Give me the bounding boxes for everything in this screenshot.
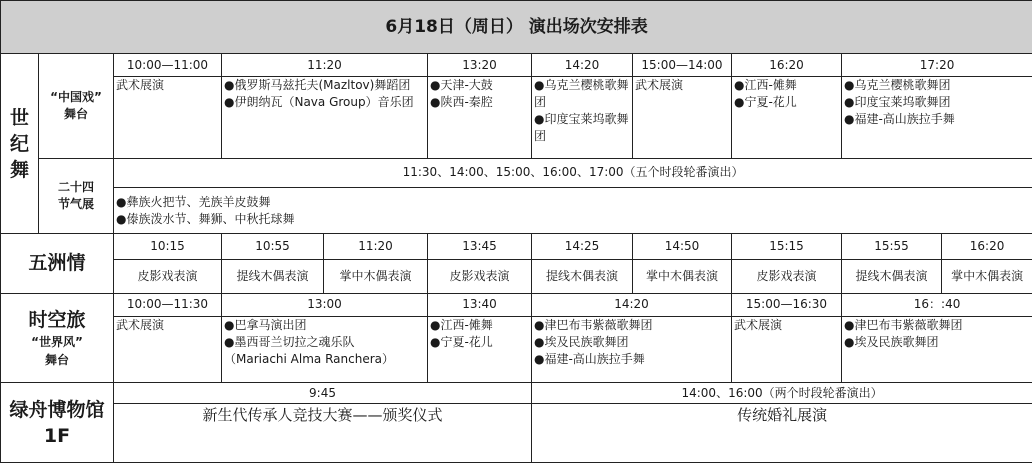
program-cell: 武术展演 xyxy=(732,316,842,383)
time-slot: 14:50 xyxy=(633,234,732,260)
program-cell: 武术展演 xyxy=(633,77,732,159)
time-slot: 15:15 xyxy=(732,234,842,260)
time-slot: 15:00—14:00 xyxy=(633,54,732,77)
program-cell: 掌中木偶表演 xyxy=(633,260,732,293)
program-cell: 皮影戏表演 xyxy=(114,260,222,293)
time-slot: 14:20 xyxy=(532,293,732,316)
program-cell: 皮影戏表演 xyxy=(428,260,532,293)
program-cell: ●江西-傩舞 ●宁夏-花儿 xyxy=(428,316,532,383)
program-cell: ●俄罗斯马兹托夫(Mazltov)舞蹈团 ●伊朗纳瓦（Nava Group）音乐团 xyxy=(222,77,428,159)
venue-time-travel: 时空旅 “世界风” 舞台 xyxy=(1,293,114,383)
time-slot: 9:45 xyxy=(114,383,532,404)
time-slot: 10:00—11:00 xyxy=(114,54,222,77)
time-slot: 10:55 xyxy=(222,234,324,260)
program-cell: 武术展演 xyxy=(114,77,222,159)
program-cell: ●津巴布韦紫薇歌舞团 ●埃及民族歌舞团 ●福建-高山族拉手舞 xyxy=(532,316,732,383)
program-cell: ●津巴布韦紫薇歌舞团 ●埃及民族歌舞团 xyxy=(842,316,1032,383)
program-cell: ●江西-傩舞 ●宁夏-花儿 xyxy=(732,77,842,159)
program-cell: ●巴拿马演出团 ●墨西哥兰切拉之魂乐队 （Mariachi Alma Ranchera） xyxy=(222,316,428,383)
time-slot: 14:20 xyxy=(532,54,633,77)
time-slot: 15:55 xyxy=(842,234,942,260)
time-slot: 15:00—16:30 xyxy=(732,293,842,316)
time-slot: 16：:40 xyxy=(842,293,1032,316)
program-cell: ●乌克兰樱桃歌舞团 ●印度宝莱坞歌舞团 ●福建-高山族拉手舞 xyxy=(842,77,1032,159)
time-slot: 13:45 xyxy=(428,234,532,260)
time-slot: 14:00、16:00（两个时段轮番演出） xyxy=(532,383,1032,404)
program-cell: 传统婚礼展演 xyxy=(532,404,1032,463)
time-slot: 16:20 xyxy=(942,234,1032,260)
program-cell: ●彝族火把节、羌族羊皮鼓舞 ●傣族泼水节、舞狮、中秋托球舞 xyxy=(114,188,1032,234)
time-slot: 10:00—11:30 xyxy=(114,293,222,316)
time-slot: 11:20 xyxy=(324,234,428,260)
stage-chinese-opera: “中国戏” 舞台 xyxy=(39,54,114,159)
time-slot: 16:20 xyxy=(732,54,842,77)
program-cell: 提线木偶表演 xyxy=(222,260,324,293)
program-cell: 掌中木偶表演 xyxy=(942,260,1032,293)
program-cell: 新生代传承人竞技大赛——颁奖仪式 xyxy=(114,404,532,463)
time-slot: 13:40 xyxy=(428,293,532,316)
time-slot: 13:00 xyxy=(222,293,428,316)
time-slot: 13:20 xyxy=(428,54,532,77)
program-cell: 武术展演 xyxy=(114,316,222,383)
time-slot: 10:15 xyxy=(114,234,222,260)
time-slot: 14:25 xyxy=(532,234,633,260)
program-cell: ●天津-大鼓 ●陕西-秦腔 xyxy=(428,77,532,159)
program-cell: 掌中木偶表演 xyxy=(324,260,428,293)
page-title: 6月18日（周日） 演出场次安排表 xyxy=(1,1,1032,54)
solar-terms-schedule: 11:30、14:00、15:00、16:00、17:00（五个时段轮番演出） xyxy=(114,158,1032,187)
program-cell: 提线木偶表演 xyxy=(842,260,942,293)
program-cell: 皮影戏表演 xyxy=(732,260,842,293)
stage-solar-terms: 二十四 节气展 xyxy=(39,158,114,233)
time-slot: 17:20 xyxy=(842,54,1032,77)
program-cell: 提线木偶表演 xyxy=(532,260,633,293)
venue-century-stage: 世 纪 舞 xyxy=(1,54,39,234)
program-cell: ●乌克兰樱桃歌舞团 ●印度宝莱坞歌舞团 xyxy=(532,77,633,159)
venue-green-boat-museum: 绿舟博物馆 1F xyxy=(1,383,114,463)
time-slot: 11:20 xyxy=(222,54,428,77)
venue-five-continents: 五洲情 xyxy=(1,234,114,294)
